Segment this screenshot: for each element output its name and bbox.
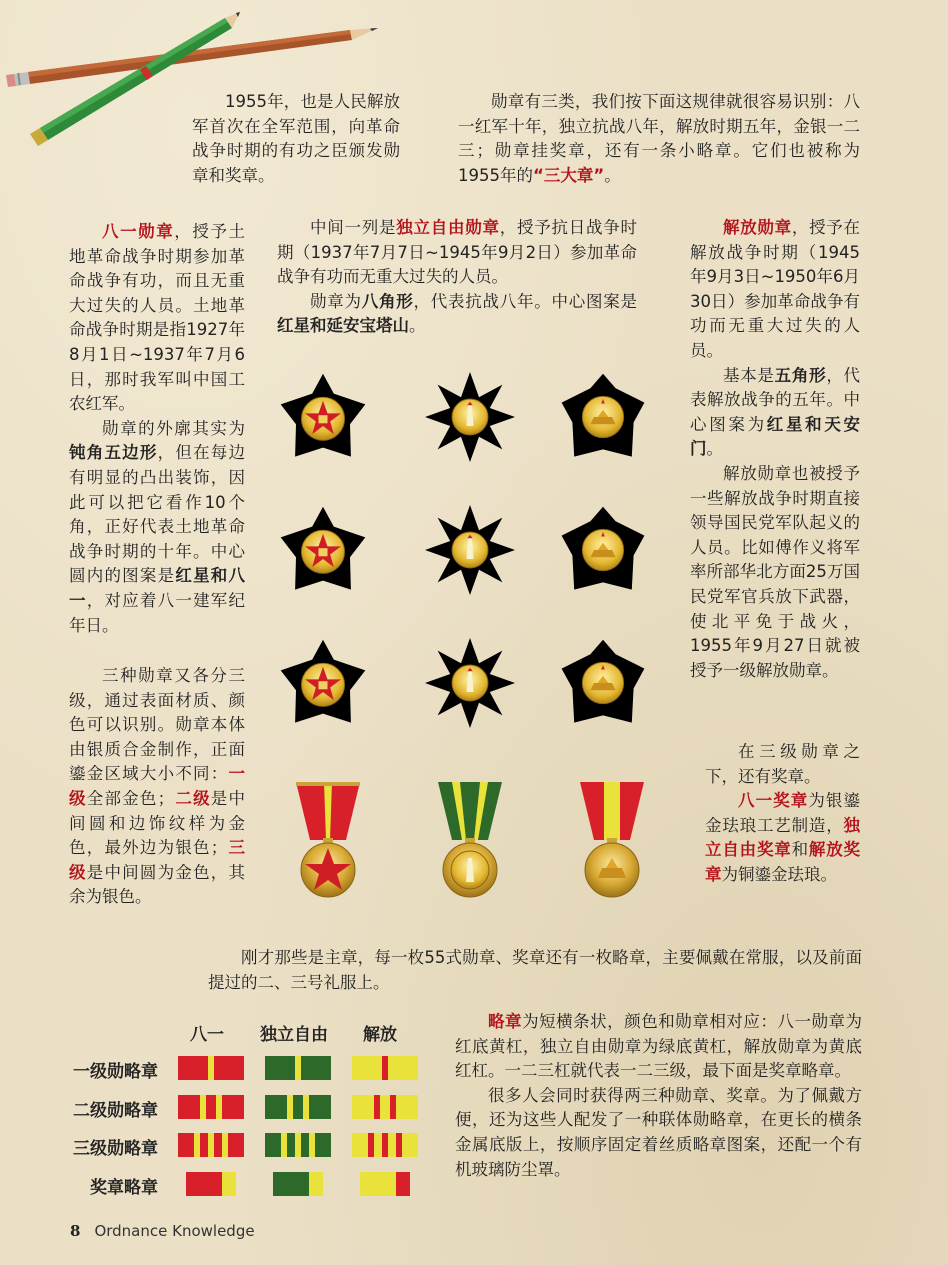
ribbon-intro-text: 刚才那些是主章，每一枚55式勋章、奖章还有一枚略章，主要佩戴在常服，以及前面提过的二、三号礼服上。: [208, 948, 862, 992]
bayi-medal-title: 八一勋章: [102, 222, 175, 241]
grades-text: 三种勋章又各分三级，通过表面材质、颜色可以识别。勋章本体由银质合金制作，正面鎏金区域大小不同：一级全部金色；二级是中间圆和边饰纹样为金色，最外边为银色；三级是中间圆为金色，其余为银色。: [69, 666, 246, 907]
jiefang-medal-second-class: [558, 505, 648, 595]
ribbon-header-bayi: 八一: [190, 1025, 224, 1045]
ribbon-header-duli: 独立自由: [260, 1025, 328, 1045]
intro-right-text: 勋章有三类，我们按下面这规律就很容易识别：八一红军十年，独立抗战八年，解放时期五年，金银一二三；勋章挂奖章，还有一条小略章。它们也被称为1955年的“三大章”。: [458, 92, 860, 185]
duli-award-medal: [432, 778, 508, 900]
ribbon-bar-bayi-second: [178, 1095, 244, 1119]
bayi-medal-first-class: [278, 372, 368, 462]
ribbon-bar-jiefang-award: [360, 1172, 410, 1196]
ribbon-bar-jiefang-first: [352, 1056, 418, 1080]
ribbon-bar-duli-award: [273, 1172, 323, 1196]
jiefang-medal-text: 解放勋章，授予在解放战争时期（1945年9月3日~1950年6月30日）参加革命战争有功而无重大过失的人员。 基本是五角形，代表解放战争的五年。中心图案为红星和天安门。 解放勋章也被授予一些解放战争时期直接领导国民党军队起义的人员。比如傅作义将军率所部华北方面25万国民党军官兵放下武器，使北平免于战火，1955年9月27日就被授予一级解放勋章。: [690, 218, 861, 680]
jiefang-medal-first-class: [558, 372, 648, 462]
ribbon-header-jiefang: 解放: [363, 1025, 397, 1045]
page-footer: [70, 1222, 255, 1240]
jiefang-medal-third-class: [558, 638, 648, 728]
brown-pencil-icon: [6, 28, 378, 87]
duli-medal-first-class: [425, 372, 515, 462]
medals-note-text: 在三级勋章之下，还有奖章。 八一奖章为银鎏金珐琅工艺制造，独立自由奖章和解放奖章为铜鎏金珐琅。: [705, 742, 861, 884]
page-number: 8: [70, 1222, 81, 1240]
ribbon-row-label: 二级勋略章: [73, 1101, 158, 1121]
ribbon-bar-jiefang-second: [352, 1095, 418, 1119]
intro-left-text: 1955年，也是人民解放军首次在全军范围，向革命战争时期的有功之臣颁发勋章和奖章。: [192, 92, 400, 185]
duli-medal-text: 中间一列是独立自由勋章，授予抗日战争时期（1937年7月7日~1945年9月2日）参加革命战争有功而无重大过失的人员。 勋章为八角形，代表抗战八年。中心图案是红星和延安宝塔山。: [277, 218, 637, 336]
ribbon-bar-bayi-award: [186, 1172, 236, 1196]
ribbon-row-label: 奖章略章: [90, 1178, 158, 1198]
jiefang-award-medal: [574, 778, 650, 900]
ribbon-bar-duli-first: [265, 1056, 331, 1080]
ribbon-bar-bayi-first: [178, 1056, 244, 1080]
ribbon-title: 略章: [488, 1012, 523, 1031]
duli-medal-third-class: [425, 638, 515, 728]
ribbon-bar-bayi-third: [178, 1133, 244, 1157]
three-medals-highlight: “三大章”: [533, 165, 605, 185]
duli-medal-second-class: [425, 505, 515, 595]
ribbon-bar-jiefang-third: [352, 1133, 418, 1157]
bayi-medal-third-class: [278, 638, 368, 728]
bayi-medal-second-class: [278, 505, 368, 595]
bayi-medal-text: 八一勋章，授予土地革命战争时期参加革命战争有功，而且无重大过失的人员。土地革命战争时期是指1927年8月1日~1937年7月6日，那时我军叫中国工农红军。 勋章的外廓其实为钝角五边形，但在每边有明显的凸出装饰，因此可以把它看作10个角，正好代表土地革命战争时期的十年。中心圆内的图案是红星和八一，对应着八一建军纪年日。: [69, 222, 246, 635]
ribbon-bar-duli-second: [265, 1095, 331, 1119]
ribbon-description-text: 略章为短横条状，颜色和勋章相对应：八一勋章为红底黄杠，独立自由勋章为绿底黄杠，解放勋章为黄底红杠。一二三杠就代表一二三级，最下面是奖章略章。 很多人会同时获得两三种勋章、奖章。为了佩戴方便，还为这些人配发了一种联体勋略章，在更长的横条金属底版上，按顺序固定着丝质略章图案，还配一个有机玻璃防尘罩。: [455, 1012, 863, 1179]
duli-medal-title: 独立自由勋章: [396, 218, 500, 237]
bayi-award-medal: [290, 778, 366, 900]
ribbon-row-label: 三级勋略章: [73, 1139, 158, 1159]
jiefang-medal-title: 解放勋章: [723, 218, 792, 237]
magazine-name: Ordnance Knowledge: [94, 1222, 255, 1240]
ribbon-row-label: 一级勋略章: [73, 1062, 158, 1082]
ribbon-bar-duli-third: [265, 1133, 331, 1157]
